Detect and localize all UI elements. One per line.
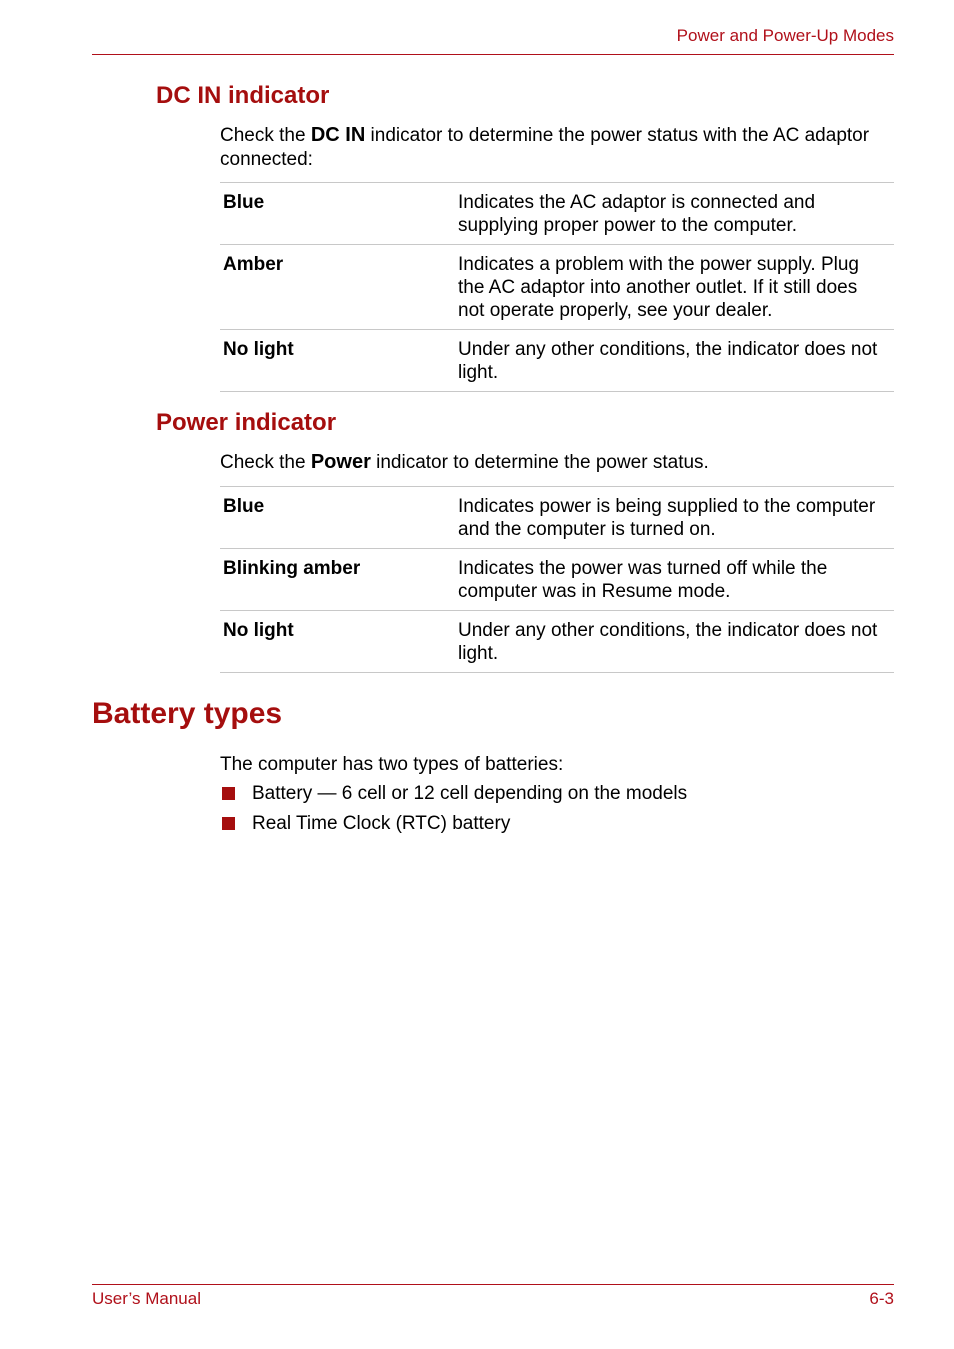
dcin-intro-post: indicator to determine the power status with the AC adaptor connected: [220, 125, 870, 170]
dcin-row-value: Indicates the AC adaptor is connected and supplying proper power to the computer. [458, 183, 894, 245]
bullet-square-icon [222, 787, 235, 800]
list-item [220, 779, 687, 809]
power-row-value: Under any other conditions, the indicator does not light. [458, 611, 894, 673]
list-item-text: Battery — 6 cell or 12 cell depending on the models [252, 783, 688, 804]
running-header: Power and Power-Up Modes [676, 26, 894, 45]
table-row [220, 487, 894, 549]
power-row-key: Blue [220, 487, 458, 549]
list-item-text: Real Time Clock (RTC) battery [252, 813, 511, 834]
dcin-table [220, 182, 894, 392]
header-rule [92, 54, 894, 55]
bullet-square-icon [222, 817, 235, 830]
footer-manual-title: User’s Manual [92, 1289, 201, 1308]
power-intro-keyword: Power [310, 451, 371, 473]
power-row-value: Indicates power is being supplied to the computer and the computer is turned on. [458, 487, 894, 549]
table-row [220, 330, 894, 392]
dcin-row-value: Indicates a problem with the power supply. Plug the AC adaptor into another outlet. If it still does not operate properly, see your dealer. [458, 245, 894, 330]
dcin-intro-pre: Check the [220, 125, 311, 146]
table-row [220, 183, 894, 245]
table-row [220, 245, 894, 330]
dcin-heading: DC IN indicator [156, 82, 330, 109]
list-item [220, 809, 687, 839]
power-intro-pre: Check the [220, 452, 311, 473]
dcin-intro [220, 123, 894, 172]
dcin-row-key: No light [220, 330, 458, 392]
dcin-intro-keyword: DC IN [310, 124, 366, 146]
page-number: 6-3 [869, 1289, 894, 1308]
power-row-key: Blinking amber [220, 549, 458, 611]
footer-rule [92, 1284, 894, 1285]
power-row-value: Indicates the power was turned off while the computer was in Resume mode. [458, 549, 894, 611]
power-heading: Power indicator [156, 409, 337, 436]
dcin-row-key: Blue [220, 183, 458, 245]
power-intro [220, 450, 894, 475]
battery-list [220, 779, 687, 839]
power-table [220, 486, 894, 673]
battery-intro: The computer has two types of batteries: [220, 754, 564, 775]
table-row [220, 549, 894, 611]
battery-heading: Battery types [92, 697, 283, 730]
table-row [220, 611, 894, 673]
power-intro-post: indicator to determine the power status. [370, 452, 709, 473]
dcin-row-value: Under any other conditions, the indicator does not light. [458, 330, 894, 392]
dcin-row-key: Amber [220, 245, 458, 330]
power-row-key: No light [220, 611, 458, 673]
